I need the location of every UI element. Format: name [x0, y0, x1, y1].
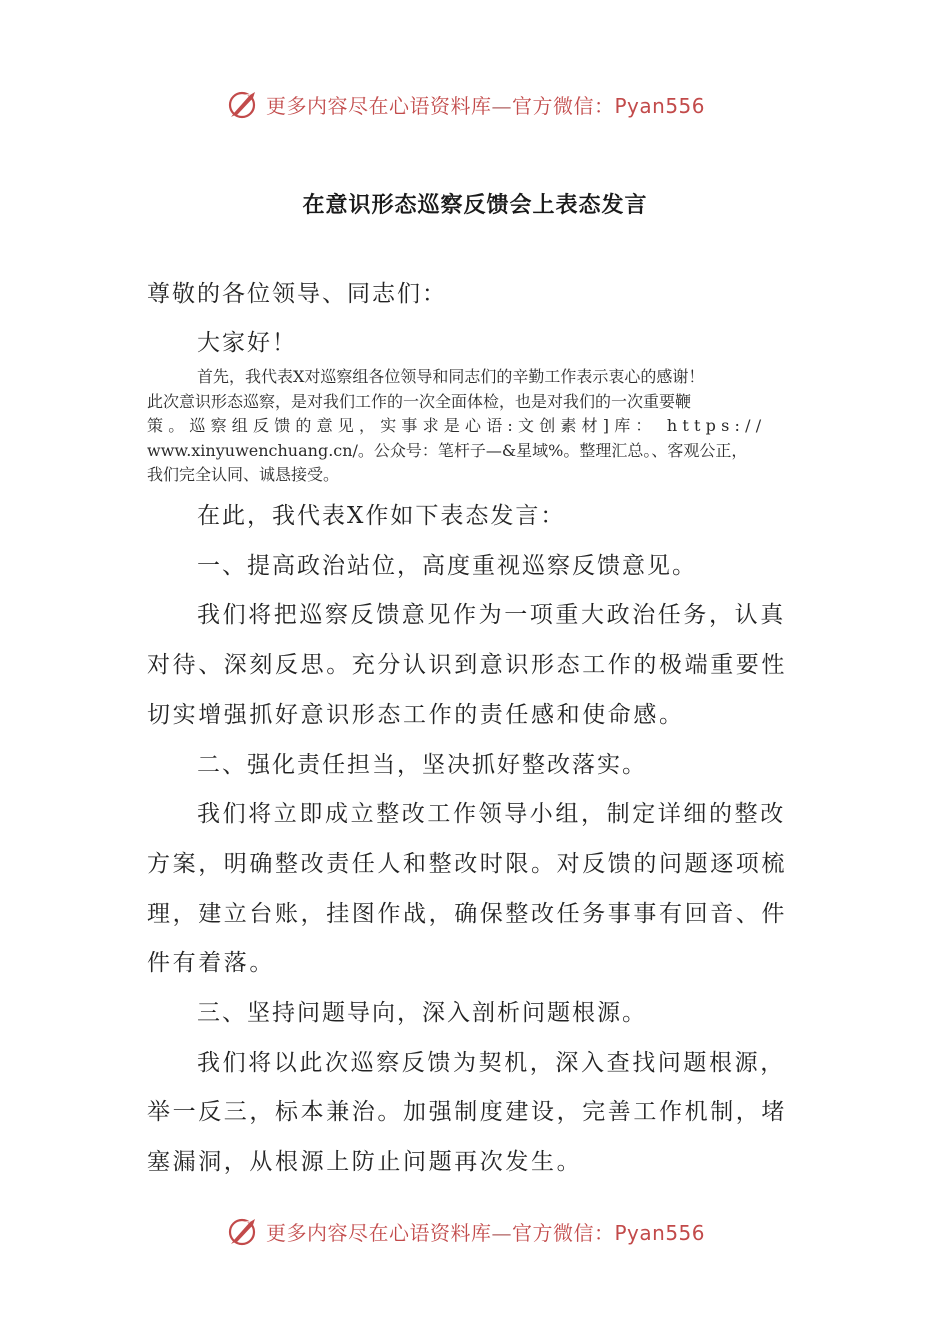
statement-intro: 在此，我代表X作如下表态发言： — [197, 503, 566, 529]
intro-line: 首先，我代表X对巡察组各位领导和同志们的辛勤工作表示衷心的感谢！ — [197, 367, 705, 386]
section-2-line: 件有着落。 — [147, 950, 275, 977]
section-2-line: 我们将立即成立整改工作领导小组，制定详细的整改 — [197, 801, 786, 828]
pen-nib-logo-icon — [226, 86, 262, 122]
document-title: 在意识形态巡察反馈会上表态发言 — [302, 193, 648, 218]
section-1-heading: 一、提高政治站位，高度重视巡察反馈意见。 — [197, 552, 697, 579]
section-2-line: 方案，明确整改责任人和整改时限。对反馈的问题逐项梳 — [147, 850, 787, 877]
main-body — [147, 492, 807, 1188]
intro-line: 此次意识形态巡察，是对我们工作的一次全面体检，也是对我们的一次重要鞭 — [147, 391, 692, 411]
section-3-line: 举一反三，标本兼治。加强制度建设，完善工作机制，堵 — [147, 1099, 787, 1126]
section-1-line: 对待、深刻反思。充分认识到意识形态工作的极端重要性 — [147, 652, 787, 679]
banner-text: 更多内容尽在心语资料库—官方微信：Pyan556 — [266, 1220, 706, 1245]
section-1-line: 切实增强抓好意识形态工作的责任感和使命感。 — [147, 701, 685, 728]
intro-paragraph — [147, 365, 815, 488]
section-3-line: 塞漏洞，从根源上防止问题再次发生。 — [147, 1149, 583, 1176]
section-2-heading: 二、强化责任担当，坚决抓好整改落实。 — [197, 751, 647, 778]
salutation: 尊敬的各位领导、同志们： — [147, 281, 447, 307]
greeting: 大家好！ — [197, 330, 297, 356]
section-3-line: 我们将以此次巡察反馈为契机，深入查找问题根源， — [197, 1049, 786, 1076]
section-2-line: 理，建立台账，挂图作战，确保整改任务事事有回音、件 — [147, 900, 787, 927]
footer-watermark-banner — [226, 1211, 705, 1251]
header-watermark-banner — [226, 84, 705, 124]
intro-line: 我们完全认同、诚恳接受。 — [147, 465, 340, 484]
pen-nib-logo-icon — [226, 1213, 262, 1249]
intro-line: 策。巡察组反馈的意见，实事求是心语:文创素材]库： https:// — [147, 416, 767, 435]
banner-text: 更多内容尽在心语资料库—官方微信：Pyan556 — [266, 93, 706, 118]
section-1-line: 我们将把巡察反馈意见作为一项重大政治任务，认真 — [197, 602, 786, 629]
section-3-heading: 三、坚持问题导向，深入剖析问题根源。 — [197, 1000, 647, 1027]
intro-line: www.xinyuwenchuang.cn/。公众号：笔杆子—&星域%。整理汇总。、客观公正， — [147, 440, 748, 460]
